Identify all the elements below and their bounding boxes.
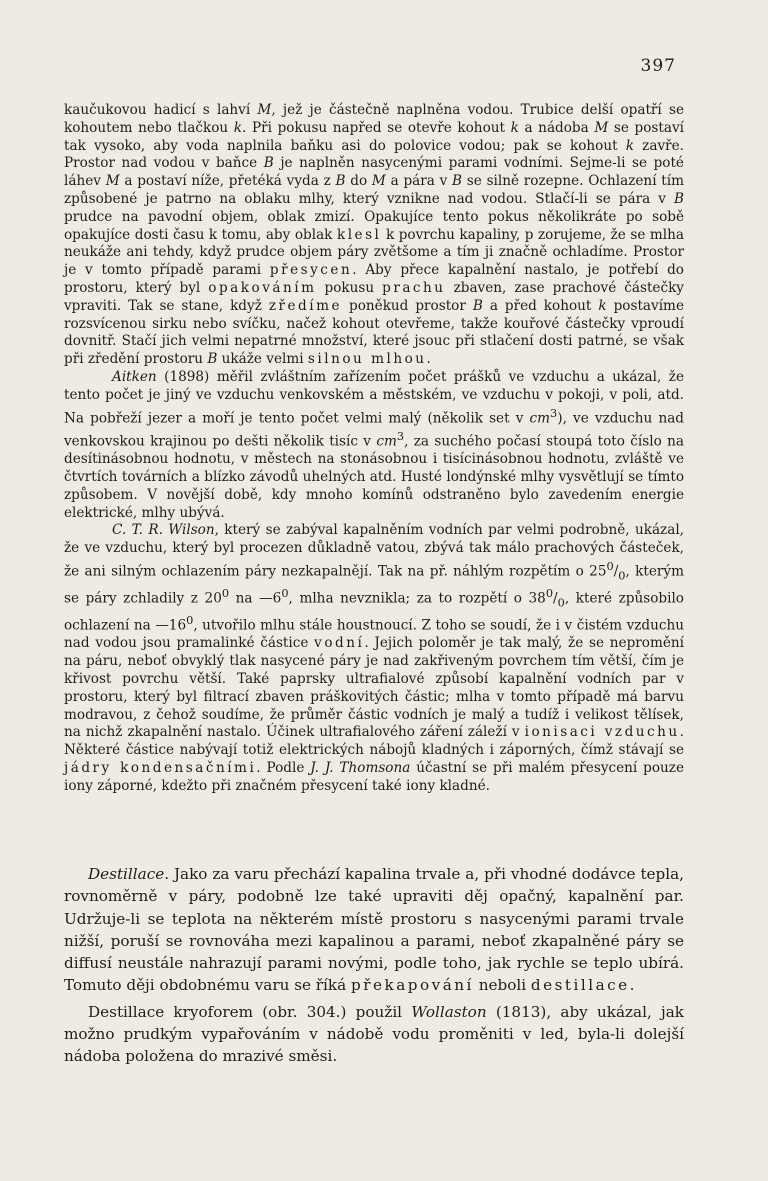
paragraph-kryofor: Destillace kryoforem (obr. 304.) použil Wollaston (1813), aby ukázal, jak možno prudkým vypařováním v nádobě vodu proměniti v led, byla-li dolejší nádoba položena do mrazivé směsi.: [64, 1002, 684, 1066]
paragraph-destillace: Destillace. Jako za varu přechází kapalina trvale a, při vhodné dodávce tepla, rovnoměrně v páry, podobně lze také upraviti děj opačný, kapalnění par. Udržuje-li se teplota na některém místě prostoru s nasycenými parami trvale nižší, poruší se rovnováha mezi kapalinou a parami, neboť zkapalněné páry se diffusí neustále nahrazují parami novými, podle toho, jak rychle se teplo ubírá. Tomuto ději obdobnému varu se říká překapování neboli destillace.: [64, 865, 684, 995]
author-wilson: C. T. R. Wilson: [112, 522, 215, 539]
author-wollaston: Wollaston: [411, 1002, 487, 1021]
small-print-section: [64, 102, 684, 796]
section-title-destillace: Destillace: [88, 865, 165, 883]
paragraph-wilson: C. T. R. Wilson, který se zabýval kapalněním vodních par velmi podrobně, ukázal, že ve vzduchu, který byl procezen důkladně vatou, zbývá tak málo prachových částeček, že ani silným ochlazením páry nezkapalnějí. Tak na př. náhlým rozpětím o $25^0/_0$, kterým se páry zchladily z $20^0$ na $—6^0$, mlha nevznikla; za to rozpětí o $38^0/_0$, které způsobilo ochlazení na $—16^0$, utvořilo mlhu stále houstnoucí. Z toho se soudí, že i v čistém vzduchu nad vodou jsou pramalinké částice vodní. Jejich poloměr je tak malý, že se nepromění na páru, neboť obvyklý tlak nasycené páry je nad zakřiveným povrchem tím větší, čím je křivost povrchu větší. Také paprsky ultrafialové způsobí kapalnění vodních par v prostoru, který byl filtrací zbaven práškovitých částic; mlha v tomto případě má barvu modravou, z čehož soudíme, že průměr částic vodních je malý a tudíž i velikost tělísek, na nichž zkapalnění nastalo. Účinek ultrafialového záření záleží v ionisaci vzduchu. Některé částice nabývají totiž elektrických nábojů kladných i záporných, čímž stávají se jádry kondensačními. Podle J. J. Thomsona účastní se při malém přesycení pouze iony záporné, kdežto při značném přesycení také iony kladné.: [64, 522, 684, 794]
paragraph-wilson-chamber: kaučukovou hadicí s lahví M, jež je částečně naplněna vodou. Trubice delší opatří se kohoutem nebo tlačkou k. Při pokusu napřed se otevře kohout k a nádoba M se postaví tak vysoko, aby voda naplnila baňku asi do polovice vodou; pak se kohout k zavře. Prostor nad vodou v baňce B je naplněn nasycenými parami vodními. Sejme-li se poté láhev M a postaví níže, přetéká vyda z B do M a pára v B se silně rozepne. Ochlazení tím způsobené je patrno na oblaku mlhy, který vznikne nad vodou. Stlačí-li se pára v B prudce na pavodní objem, oblak zmizí. Opakujíce tento pokus několikráte po sobě opakujíce dosti času k tomu, aby oblak klesl k povrchu kapaliny, p zorujeme, že se mlha neukáže ani tehdy, když prudce objem páry zvětšome a tím ji značně ochladíme. Prostor je v tomto případě parami přesycen. Aby přece kapalnění nastalo, je potřebí do prostoru, který byl opakováním pokusu prachu zbaven, zase prachové částečky vpraviti. Tak se stane, když zředíme poněkud prostor B a před kohout k postavíme rozsvícenou sirku nebo svíčku, načež kohout otevřeme, takže kouřové částečky vproudí dovnitř. Stačí jich velmi nepatrné množství, které jsouc při stlačení dosti patrné, se však při zředění prostoru B ukáže velmi silnou mlhou.: [64, 102, 684, 368]
page-number: 397: [640, 56, 676, 76]
paragraph-aitken: Aitken (1898) měřil zvláštním zařízením počet prášků ve vzduchu a ukázal, že tento počet je jiný ve vzduchu venkovském a městském, ve vzduchu v pokoji, v poli, atd. Na pobřeží jezer a moří je tento počet velmi malý (několik set v $cm^3$), ve vzduchu nad venkovskou krajinou po dešti několik tisíc v $cm^3$, za suchého počasí stoupá toto číslo na desítinásobnou hodnotu, v městech na stonásobnou i tisícinásobnou hodnotu, zvláště ve čtvrtích továrních a blízko závodů uhelných atd. Husté londýnské mlhy vysvětlují se tímto způsobem. V novější době, kdy mnoho komínů odstraněno bylo zavedením energie elektrické, mlhy ubývá.: [64, 368, 685, 521]
author-aitken: Aitken: [112, 368, 157, 385]
author-thomson: J. J. Thomsona: [310, 759, 411, 776]
large-print-section: [64, 863, 684, 1068]
